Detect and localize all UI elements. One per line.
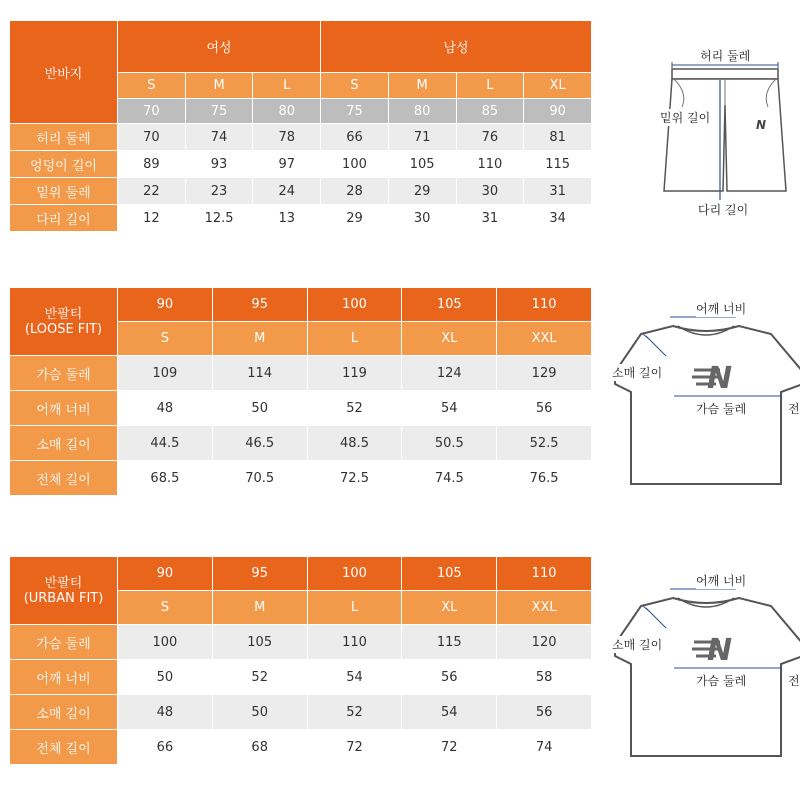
- value-cell: 44.5: [118, 426, 212, 460]
- tshirt-illustration: [612, 572, 800, 764]
- size-cell: M: [389, 73, 456, 98]
- number-cell: 110: [497, 557, 591, 590]
- table-row: [10, 356, 591, 390]
- number-cell: 105: [402, 288, 496, 321]
- value-cell: 119: [308, 356, 402, 390]
- shorts-corner: 반바지: [10, 21, 117, 123]
- value-cell: 70.5: [213, 461, 307, 495]
- value-cell: 72: [308, 730, 402, 764]
- size-cell: XL: [402, 322, 496, 355]
- shorts-diagram: [660, 45, 800, 225]
- value-cell: 110: [457, 151, 524, 177]
- value-cell: 124: [402, 356, 496, 390]
- value-cell: 29: [321, 205, 388, 231]
- sleeve-label: 소매 길이: [612, 638, 663, 652]
- value-cell: 74: [497, 730, 591, 764]
- chest-label: 가슴 둘레: [696, 402, 747, 416]
- row-label: 소매 길이: [10, 426, 117, 460]
- value-cell: 115: [524, 151, 591, 177]
- size-cell: XXL: [497, 591, 591, 624]
- corner-subtitle: (LOOSE FIT): [24, 321, 103, 337]
- number-cell: 100: [308, 288, 402, 321]
- value-cell: 30: [457, 178, 524, 204]
- value-cell: 71: [389, 124, 456, 150]
- table-row: [10, 151, 591, 177]
- table-row: [10, 695, 591, 729]
- rise-label: 밑위 길이: [660, 111, 711, 125]
- value-cell: 120: [497, 625, 591, 659]
- row-label: 어깨 너비: [10, 660, 117, 694]
- value-cell: 76.5: [497, 461, 591, 495]
- value-cell: 78: [253, 124, 320, 150]
- table-row: [10, 391, 591, 425]
- corner-subtitle: (URBAN FIT): [23, 590, 104, 606]
- value-cell: 56: [402, 660, 496, 694]
- value-cell: 48: [118, 695, 212, 729]
- number-cell: 95: [213, 288, 307, 321]
- value-cell: 72: [402, 730, 496, 764]
- value-cell: 129: [497, 356, 591, 390]
- value-cell: 115: [402, 625, 496, 659]
- value-cell: 24: [253, 178, 320, 204]
- value-cell: 52: [308, 391, 402, 425]
- value-cell: 93: [186, 151, 253, 177]
- urban-tshirt-diagram: [612, 572, 800, 764]
- number-cell: 80: [389, 99, 456, 123]
- value-cell: 109: [118, 356, 212, 390]
- table-row: [10, 461, 591, 495]
- value-cell: 30: [389, 205, 456, 231]
- value-cell: 13: [253, 205, 320, 231]
- urban-fit-size-table: [9, 556, 592, 765]
- value-cell: 81: [524, 124, 591, 150]
- size-cell: S: [321, 73, 388, 98]
- value-cell: 72.5: [308, 461, 402, 495]
- value-cell: 66: [321, 124, 388, 150]
- value-cell: 22: [118, 178, 185, 204]
- size-cell: L: [308, 591, 402, 624]
- value-cell: 48.5: [308, 426, 402, 460]
- value-cell: 105: [213, 625, 307, 659]
- value-cell: 34: [524, 205, 591, 231]
- row-label: 엉덩이 길이: [10, 151, 117, 177]
- group-women: 여성: [118, 21, 320, 72]
- size-cell: S: [118, 322, 212, 355]
- table-row: [10, 178, 591, 204]
- number-cell: 90: [118, 288, 212, 321]
- value-cell: 58: [497, 660, 591, 694]
- value-cell: 50: [213, 391, 307, 425]
- table-row: [10, 730, 591, 764]
- value-cell: 54: [402, 391, 496, 425]
- size-cell: XL: [524, 73, 591, 98]
- shoulder-label: 어깨 너비: [696, 302, 747, 316]
- value-cell: 54: [308, 660, 402, 694]
- row-label: 가슴 둘레: [10, 356, 117, 390]
- value-cell: 70: [118, 124, 185, 150]
- value-cell: 68: [213, 730, 307, 764]
- value-cell: 50.5: [402, 426, 496, 460]
- size-cell: M: [213, 591, 307, 624]
- value-cell: 31: [524, 178, 591, 204]
- value-cell: 46.5: [213, 426, 307, 460]
- value-cell: 52.5: [497, 426, 591, 460]
- size-cell: L: [308, 322, 402, 355]
- value-cell: 74: [186, 124, 253, 150]
- value-cell: 50: [213, 695, 307, 729]
- row-label: 가슴 둘레: [10, 625, 117, 659]
- urban-corner: [10, 557, 117, 624]
- tshirt-illustration: [612, 300, 800, 492]
- value-cell: 52: [213, 660, 307, 694]
- svg-text:N: N: [756, 118, 767, 132]
- size-cell: L: [457, 73, 524, 98]
- number-cell: 100: [308, 557, 402, 590]
- value-cell: 66: [118, 730, 212, 764]
- leg-label: 다리 길이: [698, 203, 749, 217]
- number-cell: 85: [457, 99, 524, 123]
- number-cell: 95: [213, 557, 307, 590]
- svg-text:N: N: [707, 633, 733, 668]
- size-cell: M: [186, 73, 253, 98]
- row-label: 허리 둘레: [10, 124, 117, 150]
- value-cell: 54: [402, 695, 496, 729]
- row-label: 전체 길이: [10, 461, 117, 495]
- row-label: 다리 길이: [10, 205, 117, 231]
- row-label: 전체 길이: [10, 730, 117, 764]
- loose-fit-size-table: [9, 287, 592, 496]
- number-cell: 70: [118, 99, 185, 123]
- shorts-illustration: [660, 45, 800, 225]
- value-cell: 56: [497, 391, 591, 425]
- total-label: 전: [788, 402, 800, 416]
- value-cell: 76: [457, 124, 524, 150]
- row-label: 밑위 둘레: [10, 178, 117, 204]
- corner-title: 반팔티: [44, 575, 83, 591]
- table-row: [10, 205, 591, 231]
- value-cell: 74.5: [402, 461, 496, 495]
- value-cell: 28: [321, 178, 388, 204]
- table-row: [10, 426, 591, 460]
- shorts-size-table: [9, 20, 592, 232]
- value-cell: 100: [321, 151, 388, 177]
- value-cell: 89: [118, 151, 185, 177]
- chest-label: 가슴 둘레: [696, 674, 747, 688]
- value-cell: 31: [457, 205, 524, 231]
- value-cell: 114: [213, 356, 307, 390]
- value-cell: 97: [253, 151, 320, 177]
- value-cell: 48: [118, 391, 212, 425]
- loose-corner: [10, 288, 117, 355]
- value-cell: 68.5: [118, 461, 212, 495]
- number-cell: 75: [321, 99, 388, 123]
- corner-title: 반팔티: [44, 306, 83, 322]
- size-cell: L: [253, 73, 320, 98]
- number-cell: 90: [524, 99, 591, 123]
- number-cell: 110: [497, 288, 591, 321]
- size-cell: XXL: [497, 322, 591, 355]
- value-cell: 56: [497, 695, 591, 729]
- number-cell: 75: [186, 99, 253, 123]
- table-row: [10, 124, 591, 150]
- value-cell: 100: [118, 625, 212, 659]
- group-men: 남성: [321, 21, 591, 72]
- value-cell: 110: [308, 625, 402, 659]
- number-cell: 80: [253, 99, 320, 123]
- number-cell: 90: [118, 557, 212, 590]
- size-cell: S: [118, 73, 185, 98]
- total-label: 전: [788, 674, 800, 688]
- value-cell: 12: [118, 205, 185, 231]
- table-row: [10, 660, 591, 694]
- shoulder-label: 어깨 너비: [696, 574, 747, 588]
- size-cell: XL: [402, 591, 496, 624]
- row-label: 소매 길이: [10, 695, 117, 729]
- table-row: [10, 625, 591, 659]
- value-cell: 12.5: [186, 205, 253, 231]
- svg-text:N: N: [707, 361, 733, 396]
- value-cell: 52: [308, 695, 402, 729]
- sleeve-label: 소매 길이: [612, 366, 663, 380]
- waist-label: 허리 둘레: [700, 49, 751, 63]
- row-label: 어깨 너비: [10, 391, 117, 425]
- size-cell: M: [213, 322, 307, 355]
- value-cell: 105: [389, 151, 456, 177]
- loose-tshirt-diagram: [612, 300, 800, 492]
- value-cell: 29: [389, 178, 456, 204]
- number-cell: 105: [402, 557, 496, 590]
- value-cell: 50: [118, 660, 212, 694]
- value-cell: 23: [186, 178, 253, 204]
- size-cell: S: [118, 591, 212, 624]
